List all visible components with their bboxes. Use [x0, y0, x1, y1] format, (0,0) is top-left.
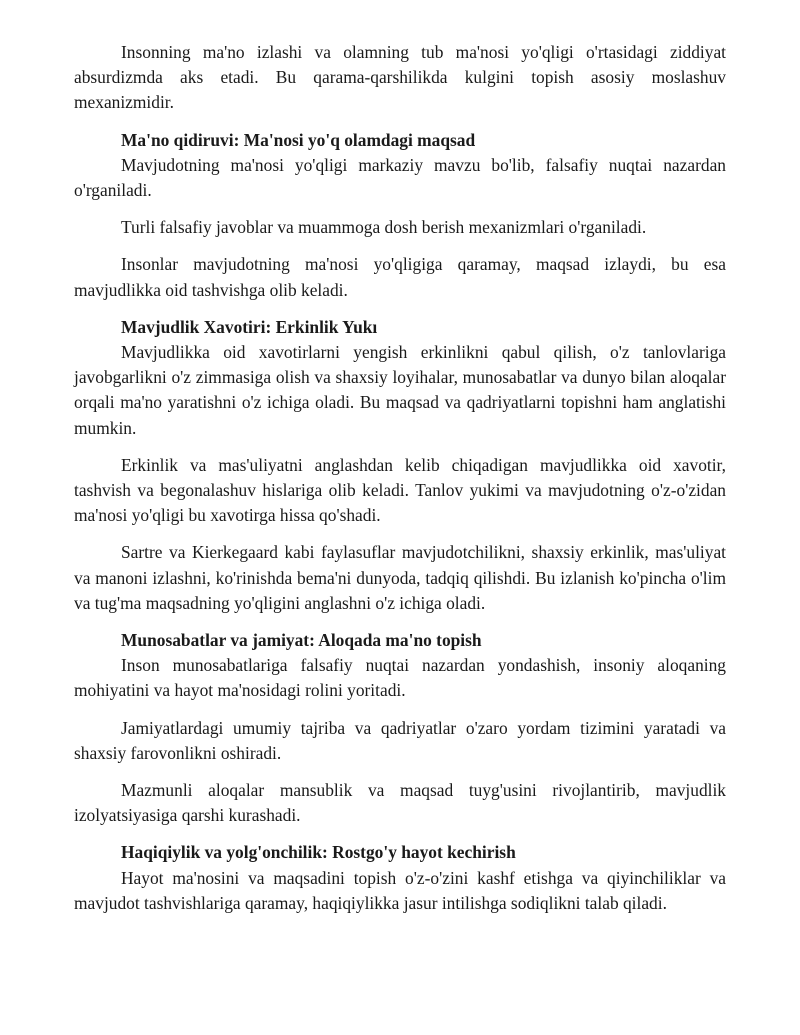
section-paragraph: Mavjudlikka oid xavotirlarni yengish erkinlikni qabul qilish, o'z tanlovlariga javobgarlikni o'z zimmasiga olish va shaxsiy loyihalar, munosabatlar va dunyo bilan aloqalar orqali ma'no yaratishni o'z ichiga oladi. Bu maqsad va qadriyatlarni topishni ham anglatishi mumkin.	[74, 342, 726, 438]
section-paragraph: Inson munosabatlariga falsafiy nuqtai nazardan yondashish, insoniy aloqaning mohiyatini va hayot ma'nosidagi rolini yoritadi.	[74, 655, 726, 701]
section-heading: Mavjudlik Xavotiri: Erkinlik Yukı	[121, 316, 378, 337]
section-paragraph: Turli falsafiy javoblar va muammoga dosh berish mexanizmlari o'rganiladi.	[121, 217, 647, 238]
section-paragraph: Mavjudotning ma'nosi yo'qligi markaziy mavzu bo'lib, falsafiy nuqtai nazardan o'rganiladi.	[74, 154, 726, 201]
section-paragraph: Jamiyatlardagi umumiy tajriba va qadriyatlar o'zaro yordam tizimini yaratadi va shaxsiy farovonlikni oshiradi.	[74, 717, 726, 763]
section-paragraph: Sartre va Kierkegaard kabi faylasuflar mavjudotchilikni, shaxsiy erkinlik, mas'uliyat va manoni izlashni, ko'rinishda bema'ni dunyoda, tadqiq qilishdi. Bu izlanish ko'pincha o'lim va tug'ma maqsadning yo'qligini anglashni o'z ichiga oladi.	[74, 542, 726, 613]
section-authenticity	[74, 840, 726, 916]
section-heading: Ma'no qidiruvi: Ma'nosi yo'q olamdagi maqsad	[121, 129, 476, 150]
section-meaning-search	[74, 128, 726, 303]
section-paragraph: Mazmunli aloqalar mansublik va maqsad tuyg'usini rivojlantirib, mavjudlik izolyatsiyasiga qarshi kurashadi.	[74, 780, 726, 826]
section-paragraph: Insonlar mavjudotning ma'nosi yo'qligiga qaramay, maqsad izlaydi, bu esa mavjudlikka oid tashvishga olib keladi.	[74, 254, 726, 300]
intro-paragraph: Insonning ma'no izlashi va olamning tub ma'nosi yo'qligi o'rtasidagi ziddiyat absurdizmda aks etadi. Bu qarama-qarshilikda kulgini topish asosiy moslashuv mexanizmidir.	[74, 42, 726, 113]
section-existential-anxiety	[74, 315, 726, 616]
section-relationships	[74, 628, 726, 828]
document-page	[74, 40, 726, 928]
section-heading: Munosabatlar va jamiyat: Aloqada ma'no topish	[121, 630, 482, 651]
section-heading: Haqiqiylik va yolg'onchilik: Rostgo'y hayot kechirish	[121, 842, 516, 863]
section-paragraph: Erkinlik va mas'uliyatni anglashdan kelib chiqadigan mavjudlikka oid xavotir, tashvish va begonalashuv hislariga olib keladi. Tanlov yukimi va mavjudotning o'z-o'zidan ma'nosi yo'qligi bu xavotirga hissa qo'shadi.	[74, 454, 726, 526]
section-paragraph: Hayot ma'nosini va maqsadini topish o'z-o'zini kashf etishga va qiyinchiliklar va mavjudot tashvishlariga qaramay, haqiqiylikka jasur intilishga sodiqlikni talab qiladi.	[74, 867, 726, 913]
